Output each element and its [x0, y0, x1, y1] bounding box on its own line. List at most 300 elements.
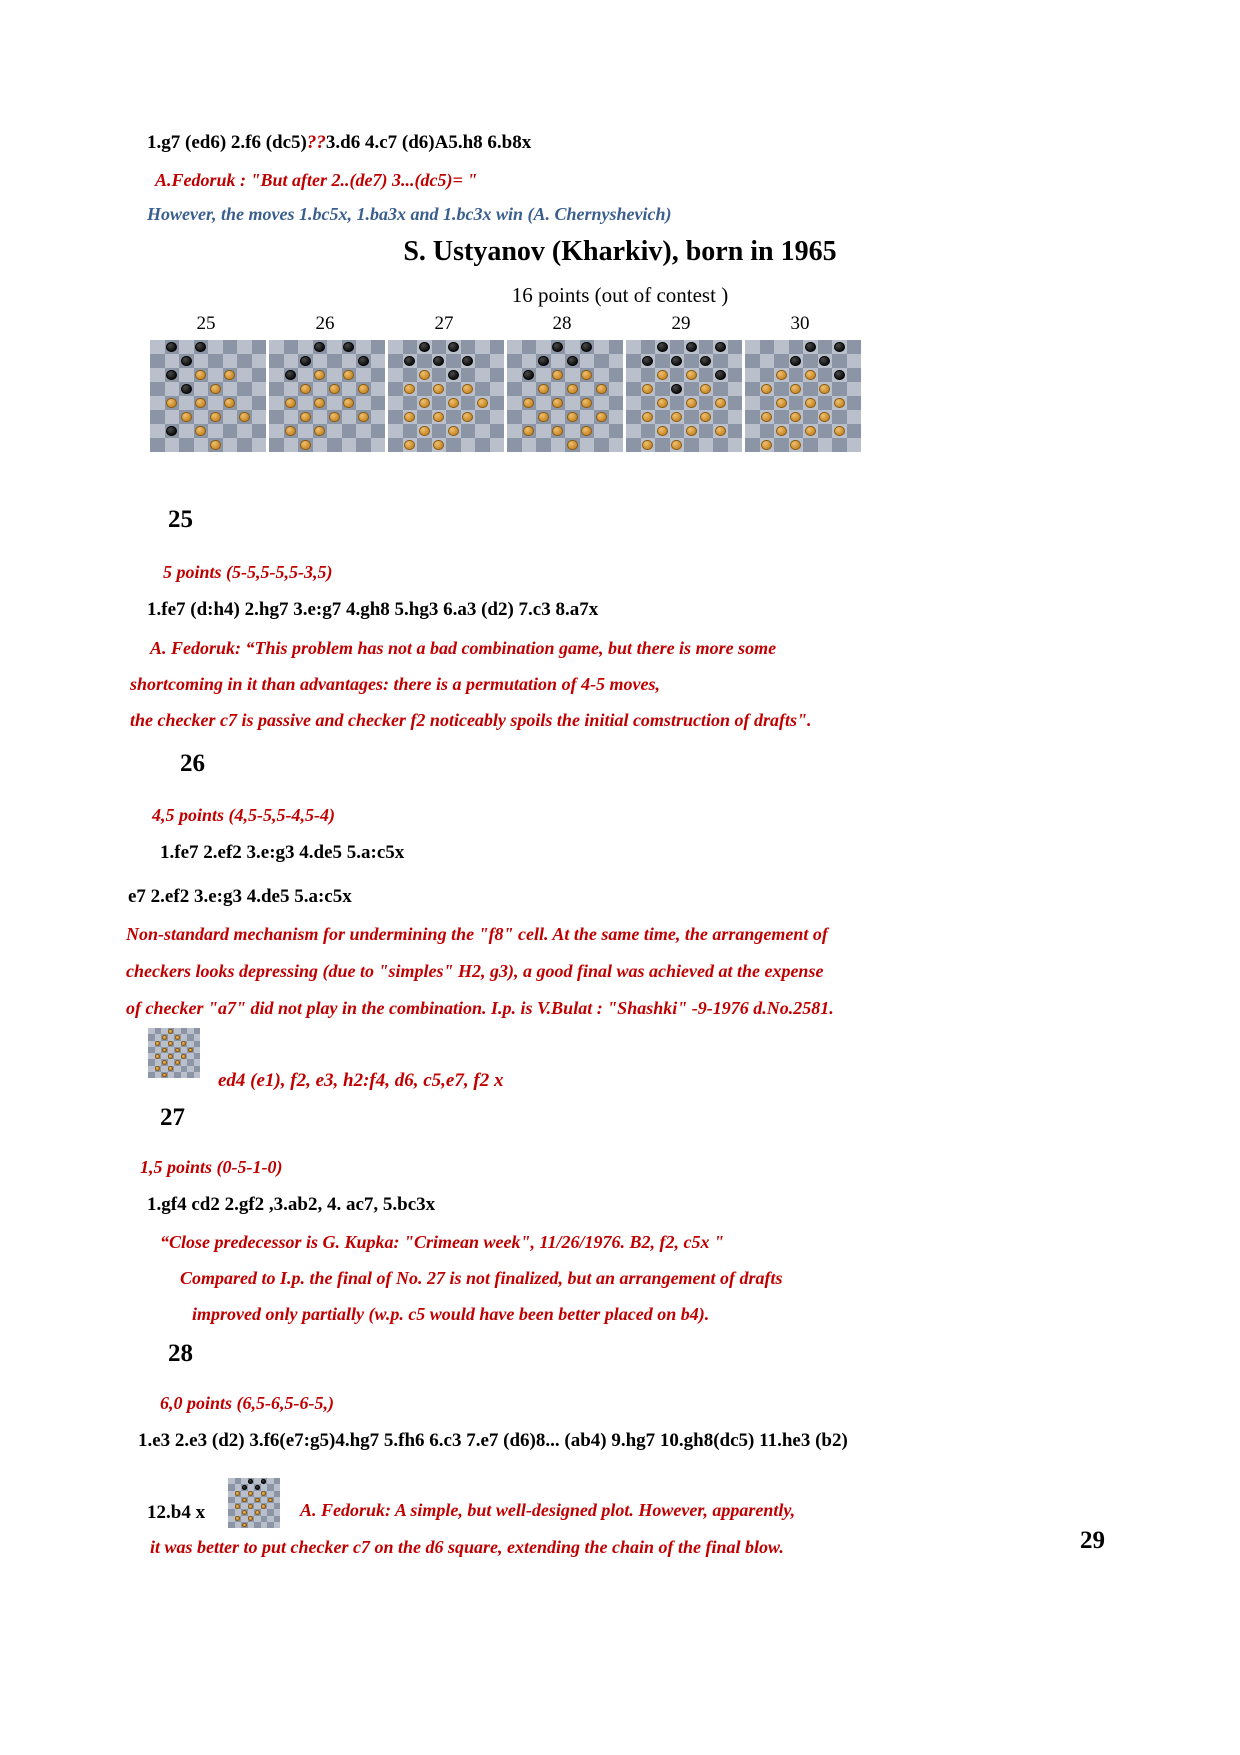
diagram-number-28: 28 — [552, 313, 572, 334]
black-checker-piece — [242, 1485, 247, 1490]
board-square — [403, 396, 418, 410]
checkers-board-30 — [745, 340, 861, 452]
board-square — [179, 424, 194, 438]
board-square — [699, 340, 714, 354]
board-square — [446, 354, 461, 368]
board-square — [298, 438, 313, 452]
board-square — [403, 424, 418, 438]
white-checker-piece — [567, 440, 578, 451]
board-square — [356, 354, 371, 368]
board-square — [417, 354, 432, 368]
white-checker-piece — [642, 440, 653, 451]
board-square — [551, 438, 566, 452]
board-square — [832, 382, 847, 396]
board-square — [475, 424, 490, 438]
checkers-board-29 — [626, 340, 742, 452]
board-square — [342, 424, 357, 438]
page-subtitle: 16 points (out of contest ) — [511, 283, 729, 307]
board-square — [609, 382, 624, 396]
board-square — [655, 354, 670, 368]
board-square — [789, 340, 804, 354]
board-square — [699, 382, 714, 396]
white-checker-piece — [671, 440, 682, 451]
section-25-moves: 1.fe7 (d:h4) 2.hg7 3.e:g7 4.gh8 5.hg3 6.a3 (d2) 7.c3 8.a7x — [147, 599, 599, 620]
white-checker-piece — [166, 398, 177, 409]
black-checker-piece — [671, 356, 682, 367]
section-28-moves-tail: 12.b4 x — [147, 1502, 206, 1523]
board-square — [461, 438, 476, 452]
white-checker-piece — [155, 1066, 160, 1071]
board-square — [237, 438, 252, 452]
board-square — [670, 424, 685, 438]
board-square — [490, 382, 505, 396]
white-checker-piece — [671, 412, 682, 423]
board-square — [670, 340, 685, 354]
black-checker-piece — [255, 1485, 260, 1490]
section-number-27: 27 — [160, 1104, 185, 1131]
white-checker-piece — [343, 398, 354, 409]
white-checker-piece — [175, 1060, 180, 1065]
board-square — [580, 396, 595, 410]
board-square — [371, 354, 386, 368]
header-line-3: However, the moves 1.bc5x, 1.ba3x and 1.bc3x win (A. Chernyshevich) — [147, 204, 672, 224]
board-square — [609, 354, 624, 368]
board-square — [475, 368, 490, 382]
board-square — [252, 424, 267, 438]
board-square — [371, 424, 386, 438]
board-square — [208, 368, 223, 382]
white-checker-piece — [834, 398, 845, 409]
board-square — [461, 396, 476, 410]
board-square — [252, 354, 267, 368]
board-square — [298, 382, 313, 396]
black-checker-piece — [358, 356, 369, 367]
board-square — [371, 340, 386, 354]
black-checker-piece — [657, 342, 668, 353]
board-square — [774, 340, 789, 354]
board-square — [284, 396, 299, 410]
board-square — [403, 382, 418, 396]
board-square — [165, 410, 180, 424]
white-checker-piece — [210, 384, 221, 395]
section-25-points: 5 points (5-5,5-5,5-3,5) — [163, 562, 333, 582]
white-checker-piece — [552, 398, 563, 409]
board-square — [194, 354, 209, 368]
white-checker-piece — [314, 398, 325, 409]
section-25-comment-2: shortcoming in it than advantages: there is a permutation of 4-5 moves, — [130, 674, 661, 694]
board-square — [818, 382, 833, 396]
board-square — [194, 438, 209, 452]
black-checker-piece — [819, 356, 830, 367]
checkers-board-25 — [150, 340, 266, 452]
board-square — [832, 424, 847, 438]
white-checker-piece — [188, 1048, 193, 1053]
board-square — [670, 368, 685, 382]
white-checker-piece — [404, 384, 415, 395]
board-square — [580, 382, 595, 396]
white-checker-piece — [224, 370, 235, 381]
board-square — [609, 368, 624, 382]
black-checker-piece — [448, 342, 459, 353]
white-checker-piece — [523, 398, 534, 409]
board-square — [745, 382, 760, 396]
board-square — [475, 340, 490, 354]
white-checker-piece — [195, 370, 206, 381]
board-square — [150, 410, 165, 424]
black-checker-piece — [195, 342, 206, 353]
white-checker-piece — [819, 384, 830, 395]
white-checker-piece — [300, 440, 311, 451]
board-square — [728, 424, 743, 438]
board-square — [150, 382, 165, 396]
white-checker-piece — [181, 1054, 186, 1059]
board-square — [565, 424, 580, 438]
board-square — [507, 382, 522, 396]
board-square — [522, 424, 537, 438]
board-square — [699, 410, 714, 424]
board-square — [536, 396, 551, 410]
white-checker-piece — [448, 426, 459, 437]
board-square — [760, 340, 775, 354]
section-26-comment-1: Non-standard mechanism for undermining the "f8" cell. At the same time, the arrangement of — [126, 924, 828, 944]
white-checker-piece — [462, 384, 473, 395]
section-25-comment-3: the checker c7 is passive and checker f2 noticeably spoils the initial comstruction of drafts". — [130, 710, 812, 730]
board-square — [760, 382, 775, 396]
board-square — [818, 354, 833, 368]
white-checker-piece — [242, 1498, 247, 1503]
checkers-board-26 — [269, 340, 385, 452]
board-square — [684, 368, 699, 382]
header-line-1-tail: 3.d6 4.c7 (d6)A5.h8 6.b8x — [325, 132, 532, 153]
black-checker-piece — [404, 356, 415, 367]
board-square — [327, 396, 342, 410]
board-square — [774, 368, 789, 382]
board-square — [165, 396, 180, 410]
board-square — [713, 354, 728, 368]
board-square — [655, 340, 670, 354]
checkers-board-27 — [388, 340, 504, 452]
board-square — [713, 368, 728, 382]
white-checker-piece — [168, 1054, 173, 1059]
header-line-2: A.Fedoruk : "But after 2..(de7) 3...(dc5)= " — [155, 170, 478, 190]
black-checker-piece — [700, 356, 711, 367]
inline-checkers-board-28 — [228, 1478, 280, 1528]
board-square — [522, 340, 537, 354]
white-checker-piece — [285, 398, 296, 409]
diagram-strip — [150, 340, 1090, 455]
white-checker-piece — [686, 398, 697, 409]
board-square — [403, 354, 418, 368]
board-square — [847, 396, 862, 410]
white-checker-piece — [248, 1491, 253, 1496]
board-square — [655, 410, 670, 424]
board-square — [745, 368, 760, 382]
board-square — [269, 368, 284, 382]
board-square — [670, 438, 685, 452]
board-square — [803, 410, 818, 424]
white-checker-piece — [419, 398, 430, 409]
board-square — [609, 396, 624, 410]
board-square — [475, 396, 490, 410]
board-square — [490, 368, 505, 382]
section-28-moves: 1.e3 2.e3 (d2) 3.f6(e7:g5)4.hg7 5.fh6 6.c3 7.e7 (d6)8... (ab4) 9.hg7 10.gh8(dc5) 11.he3 (b2) — [138, 1430, 848, 1451]
board-square — [237, 340, 252, 354]
white-checker-piece — [776, 370, 787, 381]
black-checker-piece — [581, 342, 592, 353]
white-checker-piece — [268, 1498, 273, 1503]
white-checker-piece — [790, 384, 801, 395]
white-checker-piece — [462, 412, 473, 423]
board-square — [594, 396, 609, 410]
white-checker-piece — [596, 412, 607, 423]
white-checker-piece — [314, 426, 325, 437]
board-square — [641, 354, 656, 368]
board-square — [507, 410, 522, 424]
board-square — [507, 438, 522, 452]
white-checker-piece — [581, 370, 592, 381]
board-square — [580, 340, 595, 354]
board-square — [565, 354, 580, 368]
board-square — [670, 410, 685, 424]
black-checker-piece — [715, 342, 726, 353]
board-square — [490, 410, 505, 424]
board-square — [626, 424, 641, 438]
board-square — [179, 410, 194, 424]
board-square — [223, 368, 238, 382]
white-checker-piece — [300, 384, 311, 395]
board-square — [298, 410, 313, 424]
board-square — [536, 382, 551, 396]
board-square — [269, 410, 284, 424]
white-checker-piece — [343, 370, 354, 381]
diagram-number-27: 27 — [434, 313, 454, 334]
black-checker-piece — [261, 1479, 266, 1484]
board-square — [609, 340, 624, 354]
board-square — [461, 340, 476, 354]
white-checker-piece — [255, 1498, 260, 1503]
board-square — [803, 368, 818, 382]
board-square — [745, 340, 760, 354]
board-square — [327, 438, 342, 452]
board-square — [356, 396, 371, 410]
black-checker-piece — [181, 384, 192, 395]
section-28-comment-2: it was better to put checker c7 on the d6 square, extending the chain of the final blow. — [150, 1537, 784, 1557]
board-square — [269, 340, 284, 354]
board-square — [388, 410, 403, 424]
board-square — [165, 340, 180, 354]
board-square — [194, 1072, 201, 1078]
board-square — [641, 438, 656, 452]
board-square — [803, 438, 818, 452]
board-square — [536, 340, 551, 354]
board-square — [432, 396, 447, 410]
board-square — [670, 354, 685, 368]
white-checker-piece — [686, 426, 697, 437]
board-square — [789, 438, 804, 452]
board-square — [388, 368, 403, 382]
white-checker-piece — [433, 412, 444, 423]
board-square — [150, 396, 165, 410]
board-square — [774, 438, 789, 452]
board-square — [847, 410, 862, 424]
board-square — [371, 410, 386, 424]
board-square — [626, 410, 641, 424]
section-26-comment-3: of checker "a7" did not play in the combination. I.p. is V.Bulat : "Shashki" -9-1976 d.No.2581. — [126, 998, 834, 1018]
board-square — [536, 410, 551, 424]
board-square — [580, 354, 595, 368]
section-28-trailing-number: 29 — [1080, 1527, 1105, 1554]
white-checker-piece — [235, 1516, 240, 1521]
board-square — [446, 424, 461, 438]
board-square — [269, 382, 284, 396]
white-checker-piece — [168, 1066, 173, 1071]
board-square — [818, 424, 833, 438]
board-square — [342, 438, 357, 452]
board-square — [684, 354, 699, 368]
board-square — [475, 438, 490, 452]
board-square — [194, 340, 209, 354]
black-checker-piece — [300, 356, 311, 367]
board-square — [832, 438, 847, 452]
section-number-26: 26 — [180, 750, 205, 777]
board-square — [551, 354, 566, 368]
board-square — [417, 410, 432, 424]
board-square — [252, 438, 267, 452]
black-checker-piece — [462, 356, 473, 367]
board-square — [298, 340, 313, 354]
board-square — [179, 340, 194, 354]
board-square — [432, 354, 447, 368]
black-checker-piece — [166, 426, 177, 437]
board-square — [713, 340, 728, 354]
header-line-1 — [147, 132, 531, 154]
black-checker-piece — [642, 356, 653, 367]
board-square — [403, 410, 418, 424]
board-square — [626, 354, 641, 368]
board-square — [208, 410, 223, 424]
white-checker-piece — [300, 412, 311, 423]
white-checker-piece — [433, 440, 444, 451]
board-square — [699, 354, 714, 368]
board-square — [208, 340, 223, 354]
black-checker-piece — [834, 342, 845, 353]
section-number-25: 25 — [168, 506, 193, 533]
white-checker-piece — [239, 412, 250, 423]
board-square — [522, 354, 537, 368]
board-square — [626, 396, 641, 410]
board-square — [818, 368, 833, 382]
board-square — [699, 368, 714, 382]
board-square — [356, 340, 371, 354]
white-checker-piece — [567, 384, 578, 395]
board-square — [446, 396, 461, 410]
board-square — [208, 424, 223, 438]
board-square — [223, 340, 238, 354]
white-checker-piece — [195, 426, 206, 437]
inline-checkers-board-26 — [148, 1028, 200, 1078]
board-square — [461, 424, 476, 438]
board-square — [388, 354, 403, 368]
board-square — [237, 368, 252, 382]
board-square — [417, 340, 432, 354]
white-checker-piece — [329, 412, 340, 423]
board-square — [417, 424, 432, 438]
board-square — [327, 368, 342, 382]
board-square — [626, 368, 641, 382]
board-square — [699, 424, 714, 438]
board-square — [237, 382, 252, 396]
diagram-number-30: 30 — [790, 313, 810, 334]
board-square — [789, 354, 804, 368]
board-square — [507, 424, 522, 438]
board-square — [626, 438, 641, 452]
board-square — [223, 438, 238, 452]
black-checker-piece — [181, 356, 192, 367]
board-square — [223, 354, 238, 368]
board-square — [446, 410, 461, 424]
board-square — [803, 340, 818, 354]
board-square — [252, 410, 267, 424]
diagram-number-26: 26 — [315, 313, 335, 334]
board-square — [507, 396, 522, 410]
black-checker-piece — [314, 342, 325, 353]
board-square — [284, 354, 299, 368]
white-checker-piece — [538, 412, 549, 423]
board-square — [313, 410, 328, 424]
white-checker-piece — [790, 412, 801, 423]
board-square — [179, 354, 194, 368]
board-square — [699, 438, 714, 452]
board-square — [655, 368, 670, 382]
white-checker-piece — [181, 412, 192, 423]
page-title: S. Ustyanov (Kharkiv), born in 1965 — [403, 236, 837, 267]
board-square — [565, 410, 580, 424]
board-square — [165, 354, 180, 368]
board-square — [655, 396, 670, 410]
board-square — [371, 438, 386, 452]
board-square — [313, 340, 328, 354]
board-square — [446, 340, 461, 354]
white-checker-piece — [581, 398, 592, 409]
black-checker-piece — [671, 384, 682, 395]
board-square — [847, 340, 862, 354]
board-square — [298, 424, 313, 438]
white-checker-piece — [329, 384, 340, 395]
black-checker-piece — [790, 356, 801, 367]
black-checker-piece — [433, 356, 444, 367]
board-square — [342, 354, 357, 368]
black-checker-piece — [523, 370, 534, 381]
board-square — [789, 368, 804, 382]
white-checker-piece — [404, 440, 415, 451]
board-square — [580, 438, 595, 452]
board-square — [713, 396, 728, 410]
diagram-number-29: 29 — [671, 313, 691, 334]
white-checker-piece — [552, 370, 563, 381]
board-square — [223, 396, 238, 410]
white-checker-piece — [448, 398, 459, 409]
board-square — [522, 382, 537, 396]
white-checker-piece — [162, 1048, 167, 1053]
board-square — [789, 410, 804, 424]
board-square — [507, 368, 522, 382]
white-checker-piece — [248, 1516, 253, 1521]
board-square — [490, 354, 505, 368]
section-26-moves-alt: e7 2.ef2 3.e:g3 4.de5 5.a:c5x — [128, 886, 352, 907]
board-square — [641, 410, 656, 424]
board-square — [847, 438, 862, 452]
white-checker-piece — [195, 398, 206, 409]
